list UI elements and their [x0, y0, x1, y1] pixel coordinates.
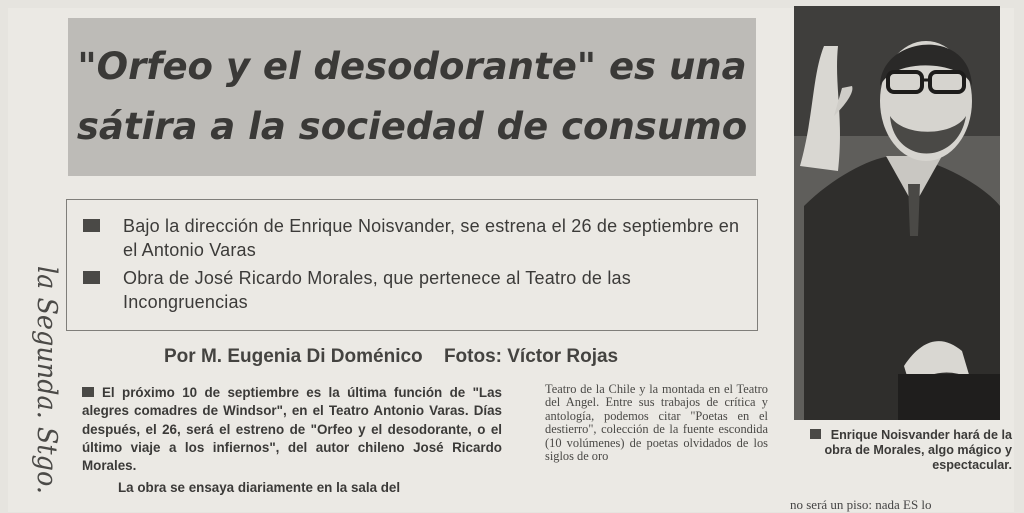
- photo-caption-text: Enrique Noisvander hará de la obra de Morales, algo mágico y espectacular.: [824, 428, 1012, 472]
- article-paragraph-2: La obra se ensaya diariamente en la sala del: [118, 480, 401, 496]
- headline-box: [68, 18, 756, 176]
- article-column-3: no será un piso: nada ES lo: [790, 497, 932, 512]
- article-column-1: [82, 384, 502, 498]
- bullet-square-icon: [82, 387, 94, 397]
- headline-line-1: "Orfeo y el desodorante" es una: [77, 45, 747, 88]
- bullet-square-icon: [83, 219, 100, 232]
- portrait-photo-icon: [794, 6, 1000, 420]
- photo-caption: [786, 428, 1012, 473]
- subheading-text-1: Bajo la dirección de Enrique Noisvander, se estrena el 26 de septiembre en el Antonio Varas: [123, 216, 740, 260]
- portrait-photo: [794, 6, 1000, 420]
- article-column-2: Teatro de la Chile y la montada en el Teatro del Angel. Entre sus trabajos de crítica y antología, podemos citar "Poetas en el destierro", colección de la fuente escondida (10 volúmenes) de poetas olvidados de los siglos de oro: [545, 382, 768, 464]
- subheading-item: [83, 214, 741, 262]
- headline-line-2: sátira a la sociedad de consumo: [76, 105, 748, 148]
- byline: [164, 346, 764, 368]
- byline-photos: Fotos: Víctor Rojas: [443, 346, 619, 367]
- bullet-square-icon: [810, 429, 821, 439]
- subheading-item: [83, 266, 741, 314]
- handwritten-note-text: la Segunda. Stgo.: [31, 266, 62, 508]
- bullet-square-icon: [83, 271, 100, 284]
- handwritten-note: [8, 262, 62, 508]
- subheading-text-2: Obra de José Ricardo Morales, que pertenece al Teatro de las Incongruencias: [123, 268, 631, 312]
- byline-author: Por M. Eugenia Di Doménico: [164, 346, 423, 367]
- subheading-box: [66, 199, 758, 331]
- article-paragraph: [82, 384, 502, 475]
- article-paragraph-1: El próximo 10 de septiembre es la última función de "Las alegres comadres de Windsor", en el Teatro Antonio Varas. Días después, el 26, será el estreno de "Orfeo y el desodorante, o el último viaje a los infiernos", del autor chileno José Ricardo Morales.: [82, 385, 502, 474]
